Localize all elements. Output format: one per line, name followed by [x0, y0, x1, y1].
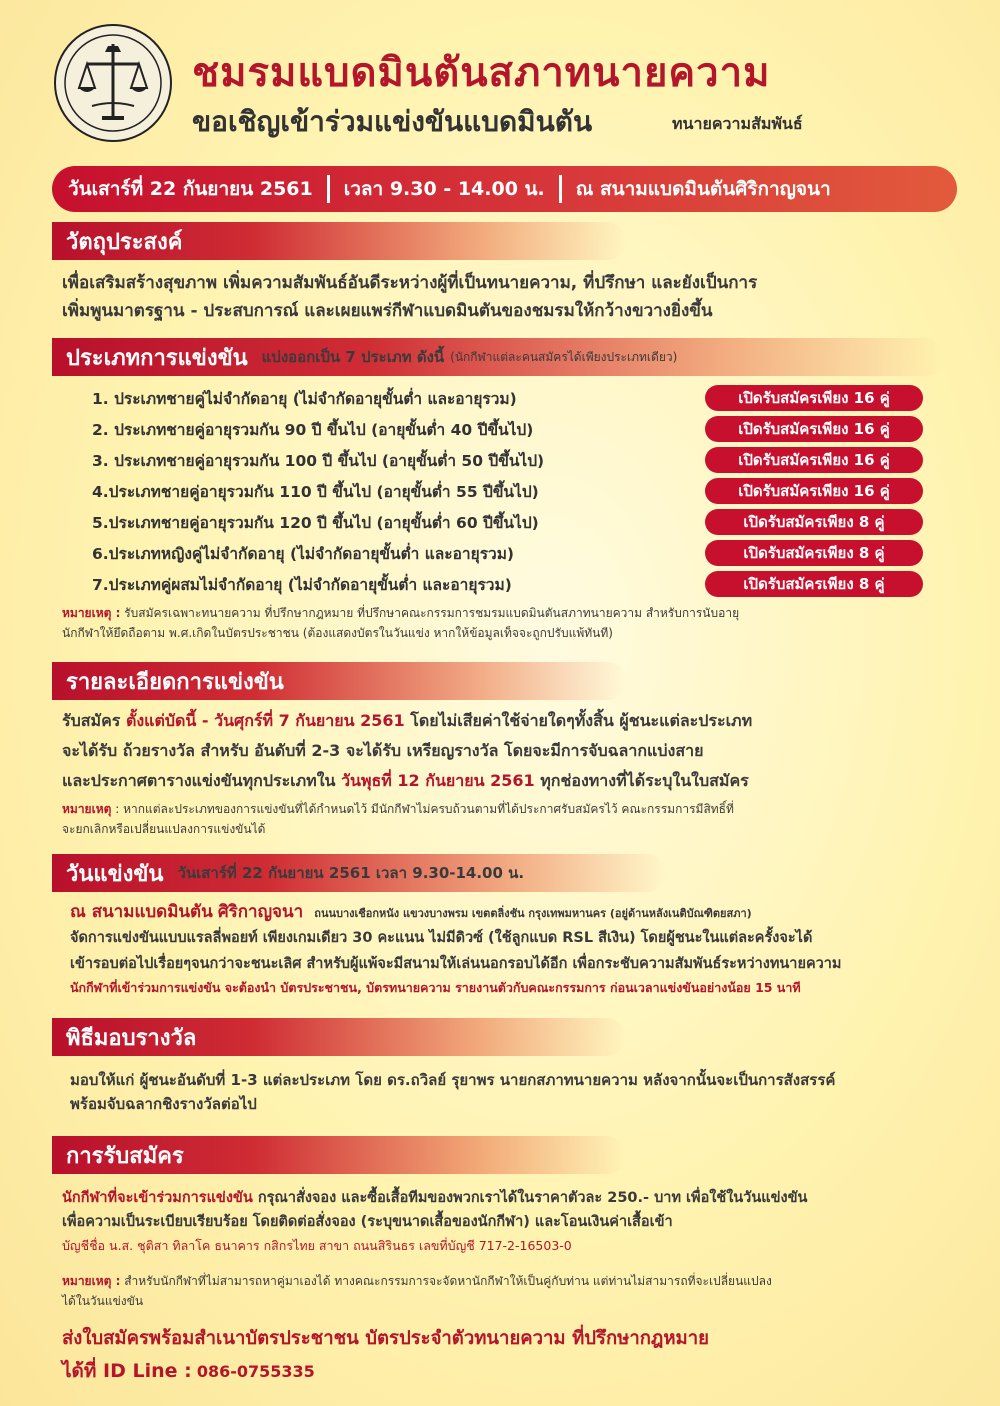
event-time: เวลา 9.30 - 14.00 น.	[343, 178, 545, 200]
match-venue	[70, 898, 752, 925]
text: มอบให้แก่	[70, 1071, 135, 1089]
section-header-match-day	[52, 854, 666, 892]
details-line-3	[62, 768, 749, 793]
list-item	[0, 446, 1000, 474]
section-title: การรับสมัคร	[66, 1143, 184, 1169]
text: โดยจะมีการจับฉลากแบ่งสาย	[503, 741, 704, 760]
section-title: วันแข่งขัน	[66, 861, 164, 887]
objective-line-1: เพื่อเสริมสร้างสุขภาพ เพิ่มความสัมพันธ์อันดีระหว่างผู้ที่เป็นทนายความ, ที่ปรึกษา และยังเป็นการ	[62, 273, 758, 293]
match-line-3: นักกีฬาที่เข้าร่วมการแข่งขัน จะต้องนำ บัตรประชาชน, บัตรทนายความ รายงานตัวกับคณะกรรมการ ก่อนเวลาแข่งขันอย่างน้อย 15 นาที	[70, 980, 801, 995]
list-item	[0, 384, 1000, 412]
section-header-award	[52, 1018, 626, 1056]
details-line-2	[62, 738, 703, 763]
details-line-1	[62, 708, 752, 733]
subtitle-tag: ทนายความสัมพันธ์	[672, 114, 803, 133]
section-header-categories	[52, 338, 946, 376]
page-title: ชมรมแบดมินตันสภาทนายความ	[192, 50, 771, 96]
text: และประกาศตารางแข่งขันทุกประเภทใน	[62, 771, 336, 790]
text: จะได้รับ	[345, 741, 402, 760]
venue-address: ถนนบางเชือกหนัง แขวงบางพรม เขตตลิ่งชัน กรุงเทพมหานคร (อยู่ด้านหลังเนติบัณฑิตยสภา)	[314, 907, 752, 920]
quota-badge: เปิดรับสมัครเพียง 16 คู่	[705, 478, 923, 504]
remark-label: หมายเหตุ :	[62, 1274, 121, 1288]
award-line-1	[70, 1068, 835, 1093]
venue-name-2: ศิริกาญจนา	[217, 902, 304, 922]
rank-label: อันดับที่ 2-3	[254, 741, 341, 760]
submission-instruction: ส่งใบสมัครพร้อมสำเนาบัตรประชาชน บัตรประจำตัวทนายความ ที่ปรึกษากฎหมาย	[62, 1328, 709, 1349]
category-label: 1. ประเภทชายคู่ไม่จำกัดอายุ (ไม่จำกัดอายุขั้นต่ำ และอายุรวม)	[92, 389, 517, 408]
registration-line-1	[62, 1186, 807, 1211]
draw-date: วันพุธที่ 12 กันยายน 2561	[341, 771, 535, 790]
registration-period: ตั้งแต่บัดนี้ - วันศุกร์ที่ 7 กันยายน 2561	[125, 711, 405, 730]
medal-label: เหรียญรางวัล	[406, 741, 499, 760]
section-title: ประเภทการแข่งขัน	[66, 345, 248, 371]
quota-badge: เปิดรับสมัครเพียง 16 คู่	[705, 447, 923, 473]
remark-label: หมายเหตุ :	[62, 606, 121, 620]
category-label: 3. ประเภทชายคู่อายุรวมกัน 100 ปี ขึ้นไป (อายุขั้นต่ำ 50 ปีขึ้นไป)	[92, 451, 545, 470]
remark-text: : หากแต่ละประเภทของการแข่งขันที่ได้กำหนดไว้ มีนักกีฬาไม่ครบถ้วนตามที่ได้ประกาศรับสมัครไว้ คณะกรรมการมีสิทธิ์ที่	[115, 802, 734, 816]
winner-label: ผู้ชนะแต่ละประเภท	[619, 711, 753, 730]
award-recipients: ผู้ชนะอันดับที่ 1-3 แต่ละประเภท	[139, 1071, 351, 1089]
event-venue: ณ สนามแบดมินตันศิริกาญจนา	[575, 178, 831, 200]
section-header-registration	[52, 1136, 626, 1174]
registration-line-2: เพื่อความเป็นระเบียบเรียบร้อย โดยติดต่อสั่งจอง (ระบุขนาดเสื้อของนักกีฬา) และโอนเงินค่าเสื้อเข้า	[62, 1214, 673, 1230]
line-id-value[interactable]: 086-0755335	[196, 1362, 315, 1381]
text: ทุกช่องทางที่ได้ระบุในใบสมัคร	[540, 771, 749, 790]
match-line-2: เข้ารอบต่อไปเรื่อยๆจนกว่าจะชนะเลิศ สำหรับผู้แพ้จะมีสนามให้เล่นนอกรอบได้อีก เพื่อกระชับความสัมพันธ์ระหว่างทนายความ	[70, 956, 842, 972]
text: โดย	[355, 1071, 382, 1089]
category-list	[0, 384, 1000, 604]
match-line-1: จัดการแข่งขันแบบแรลลี่พอยท์ เพียงเกมเดียว 30 คะแนน ไม่มีดิวซ์ (ใช้ลูกแบด RSL สีเงิน) โดยผู้ชนะในแต่ละครั้งจะได้	[70, 930, 813, 946]
text: สำหรับ	[200, 741, 249, 760]
text: กรุณาสั่งจอง และซื้อเสื้อทีมของพวกเราได้ในราคาตัวละ 250.- บาท เพื่อใช้ในวันแข่งขัน	[257, 1190, 808, 1206]
details-remark-line-2: จะยกเลิกหรือเปลี่ยนแปลงการแข่งขันได้	[62, 822, 266, 836]
registration-remark-line-1	[62, 1272, 772, 1291]
category-label: 7.ประเภทคู่ผสมไม่จำกัดอายุ (ไม่จำกัดอายุขั้นต่ำ และอายุรวม)	[92, 575, 512, 594]
categories-note: แบ่งออกเป็น 7 ประเภท ดังนี้	[261, 348, 445, 366]
event-date: วันเสาร์ที่ 22 กันยายน 2561	[68, 178, 313, 200]
section-header-objective	[52, 222, 626, 260]
list-item	[0, 477, 1000, 505]
quota-badge: เปิดรับสมัครเพียง 8 คู่	[705, 571, 923, 597]
divider	[559, 175, 562, 203]
category-label: 5.ประเภทชายคู่อายุรวมกัน 120 ปี ขึ้นไป (อายุขั้นต่ำ 60 ปีขึ้นไป)	[92, 513, 539, 532]
remark-text: สำหรับนักกีฬาที่ไม่สามารถหาคู่มาเองได้ ทางคณะกรรมการจะจัดหานักกีฬาให้เป็นคู่กับท่าน แต่ท่านไม่สามารถที่จะเปลี่ยนแปลง	[124, 1274, 772, 1288]
presenter: ดร.ถวิลย์ รุยาพร นายกสภาทนายความ	[387, 1071, 638, 1089]
categories-remark-line-1	[62, 604, 739, 623]
objective-line-2: เพิ่มพูนมาตรฐาน - ประสบการณ์ และเผยแพร่กีฬาแบดมินตันของชมรมให้กว้างขวางยิ่งขึ้น	[62, 301, 713, 321]
category-label: 4.ประเภทชายคู่อายุรวมกัน 110 ปี ขึ้นไป (อายุขั้นต่ำ 55 ปีขึ้นไป)	[92, 482, 539, 501]
bank-account-info: บัญชีชื่อ น.ส. ชุติสา ทิลาโค ธนาคาร กสิกรไทย สาขา ถนนสิรินธร เลขที่บัญชี 717-2-16503-0	[62, 1238, 572, 1253]
quota-badge: เปิดรับสมัครเพียง 16 คู่	[705, 416, 923, 442]
council-seal-logo	[52, 22, 174, 144]
athlete-label: นักกีฬาที่จะเข้าร่วมการแข่งขัน	[62, 1190, 253, 1206]
match-day-when: วันเสาร์ที่ 22 กันยายน 2561 เวลา 9.30-14.00 น.	[177, 864, 525, 882]
text: รับสมัคร	[62, 711, 121, 730]
remark-label: หมายเหตุ	[62, 802, 112, 816]
remark-text: รับสมัครเฉพาะทนายความ ที่ปรึกษากฎหมาย ที่ปรึกษาคณะกรรมการชมรมแบดมินตันสภาทนายความ สำหรับการนับอายุ	[124, 606, 740, 620]
quota-badge: เปิดรับสมัครเพียง 16 คู่	[705, 385, 923, 411]
categories-remark-line-2: นักกีฬาให้ยึดถือตาม พ.ศ.เกิดในบัตรประชาชน (ต้องแสดงบัตรในวันแข่ง หากให้ข้อมูลเท็จจะถูกปรับแพ้ทันที)	[62, 626, 613, 640]
details-remark-line-1	[62, 800, 734, 819]
list-item	[0, 570, 1000, 598]
page-subtitle: ขอเชิญเข้าร่วมแข่งขันแบดมินตัน	[192, 105, 593, 138]
contact-line	[62, 1356, 315, 1386]
category-label: 6.ประเภทหญิงคู่ไม่จำกัดอายุ (ไม่จำกัดอายุขั้นต่ำ และอายุรวม)	[92, 544, 515, 563]
text: โดยไม่เสียค่าใช้จ่ายใดๆทั้งสิ้น	[410, 711, 614, 730]
registration-remark-line-2: ได้ในวันแข่งขัน	[62, 1294, 144, 1308]
list-item	[0, 415, 1000, 443]
venue-name: ณ สนามแบดมินตัน	[70, 902, 213, 922]
line-id-label: ได้ที่ ID Line :	[62, 1360, 192, 1382]
quota-badge: เปิดรับสมัครเพียง 8 คู่	[705, 509, 923, 535]
award-line-2: พร้อมจับฉลากชิงรางวัลต่อไป	[70, 1095, 257, 1113]
list-item	[0, 508, 1000, 536]
section-title: รายละเอียดการแข่งขัน	[66, 669, 284, 695]
divider	[327, 175, 330, 203]
category-label: 2. ประเภทชายคู่อายุรวมกัน 90 ปี ขึ้นไป (อายุขั้นต่ำ 40 ปีขึ้นไป)	[92, 420, 534, 439]
list-item	[0, 539, 1000, 567]
date-banner	[52, 166, 957, 212]
quota-badge: เปิดรับสมัครเพียง 8 คู่	[705, 540, 923, 566]
text: จะได้รับ	[62, 741, 118, 760]
section-title: พิธีมอบรางวัล	[66, 1025, 197, 1051]
trophy-label: ถ้วยรางวัล	[122, 741, 195, 760]
section-title: วัตถุประสงค์	[66, 229, 183, 255]
section-header-details	[52, 662, 626, 700]
text: หลังจากนั้นจะเป็นการสังสรรค์	[643, 1071, 836, 1089]
categories-note-small: (นักกีฬาแต่ละคนสมัครได้เพียงประเภทเดียว)	[450, 349, 678, 364]
